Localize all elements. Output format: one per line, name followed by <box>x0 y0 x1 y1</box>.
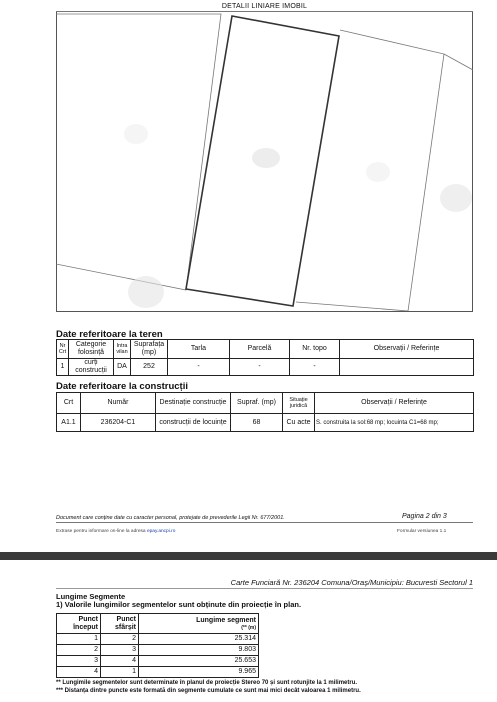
constructii-header-numar: Număr <box>81 393 156 414</box>
parcel-far-right <box>444 54 473 70</box>
note-cumulated-segments: *** Distanța dintre puncte este formată din segmente cumulate ce sunt mai mici decât valoarea 1 milimetru. <box>56 688 361 694</box>
constructii-header-destinatie: Destinație construcție <box>156 393 231 414</box>
teren-header-tarla: Tarla <box>168 340 230 359</box>
teren-cell-intravilan: DA <box>114 359 131 376</box>
constructii-header-row <box>57 393 474 414</box>
constructii-cell-suprafata: 68 <box>231 414 283 432</box>
segment-end: 2 <box>101 634 139 645</box>
constructii-cell-situatie: Cu acte <box>283 414 315 432</box>
constructii-section-title: Date referitoare la construcții <box>56 381 188 392</box>
teren-header-row <box>57 340 474 359</box>
segments-header-length-label: Lungime segment <box>196 616 256 624</box>
table-row <box>57 656 259 667</box>
note-segment-lengths: ** Lungimile segmentelor sunt determinate în planul de proiecție Stereo 70 și sunt rotunjite la 1 milimetru. <box>56 680 358 686</box>
segment-length: 9.803 <box>139 645 259 656</box>
personal-data-disclaimer: Document care conține date cu caracter personal, protejate de prevederile Legii Nr. 677/2001. <box>56 515 285 521</box>
form-version: Formular versiunea 1.1 <box>397 529 447 534</box>
constructii-header-suprafata: Supraf. (mp) <box>231 393 283 414</box>
segments-header-unit: (** (m) <box>241 624 256 631</box>
parcel-right <box>340 30 444 311</box>
segment-length: 25.653 <box>139 656 259 667</box>
parcel-bottom-right <box>296 302 408 311</box>
segment-start: 4 <box>57 667 101 678</box>
plan-title: DETALII LINIARE IMOBIL <box>56 2 473 12</box>
teren-cell-parcela: - <box>230 359 290 376</box>
segments-header-start: Punct început <box>57 614 101 634</box>
teren-cell-tarla: - <box>168 359 230 376</box>
constructii-header-situatie: Situație juridică <box>283 393 315 414</box>
table-row <box>57 414 474 432</box>
teren-table <box>56 339 474 376</box>
teren-header-nrtopo: Nr. topo <box>290 340 340 359</box>
lungime-segmente-subtitle: 1) Valorile lungimilor segmentelor sunt obținute din proiecție în plan. <box>56 600 302 609</box>
epay-link[interactable]: epay.ancpi.ro <box>146 529 176 534</box>
teren-cell-observatii <box>340 359 474 376</box>
lungime-segmente-title: Lungime Segmente <box>56 592 126 601</box>
page-separator <box>0 552 497 560</box>
footer-divider <box>56 522 473 523</box>
teren-header-categorie: Categorie folosință <box>69 340 114 359</box>
segments-table <box>56 613 259 678</box>
segments-header-length <box>139 614 259 634</box>
teren-section-title: Date referitoare la teren <box>56 329 163 340</box>
teren-header-suprafata: Suprafața (mp) <box>131 340 168 359</box>
constructii-cell-crt: A1.1 <box>57 414 81 432</box>
segment-end: 3 <box>101 645 139 656</box>
constructii-header-crt: Crt <box>57 393 81 414</box>
teren-header-nr: Nr Crt <box>57 340 69 359</box>
segment-start: 2 <box>57 645 101 656</box>
segment-start: 3 <box>57 656 101 667</box>
table-row <box>57 645 259 656</box>
teren-header-intravilan: Intra vilan <box>114 340 131 359</box>
teren-header-parcela: Parcelă <box>230 340 290 359</box>
segments-header-row <box>57 614 259 634</box>
teren-cell-nrtopo: - <box>290 359 340 376</box>
teren-header-observatii: Observații / Referințe <box>340 340 474 359</box>
teren-cell-suprafata: 252 <box>131 359 168 376</box>
parcel-left <box>56 14 221 290</box>
constructii-cell-numar: 236204-C1 <box>81 414 156 432</box>
table-row <box>57 359 474 376</box>
table-row <box>57 667 259 678</box>
constructii-cell-observatii: S. construita la sol:68 mp; locuinta C1=68 mp; <box>315 414 474 432</box>
cadastral-plan <box>56 12 473 311</box>
segment-start: 1 <box>57 634 101 645</box>
page3-header-divider <box>56 588 473 589</box>
teren-cell-categorie: curți construcții <box>69 359 114 376</box>
segment-end: 4 <box>101 656 139 667</box>
segment-length: 9.965 <box>139 667 259 678</box>
constructii-cell-destinatie: construcții de locuințe <box>156 414 231 432</box>
constructii-table <box>56 392 474 432</box>
constructii-header-observatii: Observații / Referințe <box>315 393 474 414</box>
carte-funciara-header: Carte Funciară Nr. 236204 Comuna/Oraș/Municipiu: Bucuresti Sectorul 1 <box>230 578 473 587</box>
segment-end: 1 <box>101 667 139 678</box>
segment-length: 25.314 <box>139 634 259 645</box>
page-number: Pagina 2 din 3 <box>402 513 447 520</box>
extract-prefix: Extrase pentru informare on-line la adresa <box>56 529 146 534</box>
teren-cell-nr: 1 <box>57 359 69 376</box>
extract-note <box>56 529 175 534</box>
segments-header-end: Punct sfârșit <box>101 614 139 634</box>
table-row <box>57 634 259 645</box>
